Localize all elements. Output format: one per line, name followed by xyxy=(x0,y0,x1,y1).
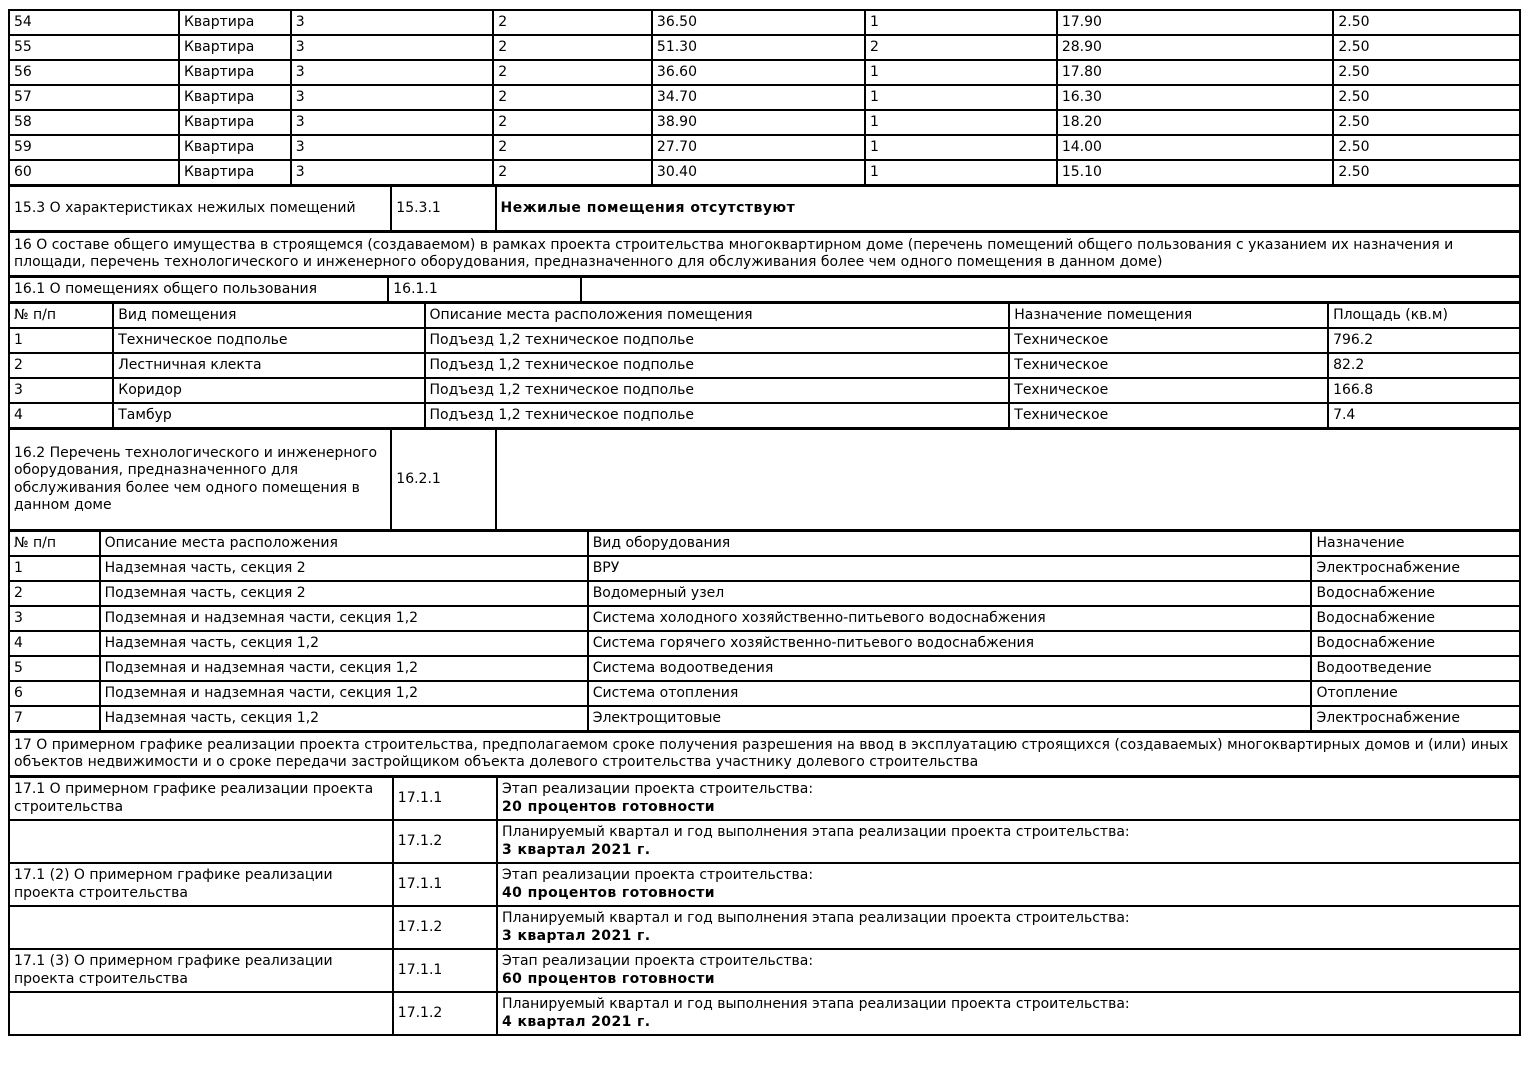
cell-apartment-number: 58 xyxy=(10,111,180,136)
schedule-label xyxy=(10,993,394,1036)
cell-equipment-type: Система отопления xyxy=(589,682,1313,707)
equipment-row xyxy=(10,607,1521,632)
cell-total-area: 38.90 xyxy=(653,111,866,136)
cell-unit-type: Квартира xyxy=(180,11,292,36)
cell-ceiling-height: 2.50 xyxy=(1334,36,1521,61)
cell-num: 2 xyxy=(10,582,101,607)
header-num: № п/п xyxy=(10,532,101,557)
cell-apartment-number: 57 xyxy=(10,86,180,111)
schedule-value-cell xyxy=(498,778,1521,821)
schedule-value-cell xyxy=(498,821,1521,864)
schedule-label xyxy=(10,907,394,950)
schedule-code: 17.1.2 xyxy=(394,993,498,1036)
header-area: Площадь (кв.м) xyxy=(1329,304,1521,329)
cell-apartment-number: 55 xyxy=(10,36,180,61)
cell-num: 3 xyxy=(10,379,114,404)
cell-num: 6 xyxy=(10,682,101,707)
cell-entrance: 2 xyxy=(494,161,653,186)
header-purpose: Назначение xyxy=(1312,532,1521,557)
cell-equipment-type: Система горячего хозяйственно-питьевого водоснабжения xyxy=(589,632,1313,657)
schedule-value-cell xyxy=(498,864,1521,907)
schedule-value: 4 квартал 2021 г. xyxy=(502,1013,651,1030)
schedule-caption: Планируемый квартал и год выполнения этапа реализации проекта строительства: xyxy=(502,910,1130,927)
schedule-code: 17.1.2 xyxy=(394,821,498,864)
cell-area: 796.2 xyxy=(1329,329,1521,354)
cell-living-area: 18.20 xyxy=(1058,111,1335,136)
cell-floor: 3 xyxy=(292,61,494,86)
apartment-row xyxy=(10,86,1521,111)
schedule-row xyxy=(10,950,1521,993)
section-16-1-value xyxy=(582,278,1521,303)
section-16-1-code: 16.1.1 xyxy=(389,278,582,303)
cell-total-area: 51.30 xyxy=(653,36,866,61)
schedule-caption: Планируемый квартал и год выполнения этапа реализации проекта строительства: xyxy=(502,824,1130,841)
cell-num: 1 xyxy=(10,557,101,582)
cell-purpose: Водоотведение xyxy=(1312,657,1521,682)
cell-living-area: 14.00 xyxy=(1058,136,1335,161)
cell-floor: 3 xyxy=(292,86,494,111)
cell-living-area: 17.80 xyxy=(1058,61,1335,86)
common-rooms-table xyxy=(8,301,1521,429)
cell-room-count: 1 xyxy=(866,161,1058,186)
section-row xyxy=(10,430,1521,531)
cell-floor: 3 xyxy=(292,161,494,186)
cell-unit-type: Квартира xyxy=(180,61,292,86)
equipment-row xyxy=(10,582,1521,607)
section-16-title: 16 О составе общего имущества в строящемся (создаваемом) в рамках проекта строительства многоквартирном доме (перечень помещений общего пользования с указанием их назначения и площади, перечень технологического и инженерного оборудования, предназначенного для обслуживания более чем одного помещения в данном доме) xyxy=(10,233,1521,277)
cell-location: Подъезд 1,2 техническое подполье xyxy=(426,404,1011,429)
schedule-label: 17.1 (3) О примерном графике реализации проекта строительства xyxy=(10,950,394,993)
schedule-value: 40 процентов готовности xyxy=(502,884,715,901)
cell-location: Подъезд 1,2 техническое подполье xyxy=(426,329,1011,354)
common-room-row xyxy=(10,404,1521,429)
cell-location: Надземная часть, секция 2 xyxy=(101,557,589,582)
section-row xyxy=(10,187,1521,232)
header-equipment-type: Вид оборудования xyxy=(589,532,1313,557)
cell-purpose: Техническое xyxy=(1010,354,1329,379)
cell-total-area: 30.40 xyxy=(653,161,866,186)
common-room-row xyxy=(10,354,1521,379)
apartments-table xyxy=(8,9,1521,186)
cell-room-count: 1 xyxy=(866,86,1058,111)
section-16-1-row xyxy=(8,275,1521,303)
schedule-value: 3 квартал 2021 г. xyxy=(502,841,651,858)
equipment-row xyxy=(10,707,1521,732)
cell-equipment-type: ВРУ xyxy=(589,557,1313,582)
schedule-value: 60 процентов готовности xyxy=(502,970,715,987)
cell-unit-type: Квартира xyxy=(180,86,292,111)
cell-entrance: 2 xyxy=(494,61,653,86)
equipment-row xyxy=(10,682,1521,707)
section-row xyxy=(10,278,1521,303)
cell-room-count: 2 xyxy=(866,36,1058,61)
apartment-row xyxy=(10,136,1521,161)
section-15-3-code: 15.3.1 xyxy=(392,187,496,232)
cell-floor: 3 xyxy=(292,36,494,61)
cell-living-area: 15.10 xyxy=(1058,161,1335,186)
cell-num: 5 xyxy=(10,657,101,682)
apartment-row xyxy=(10,11,1521,36)
section-16-header xyxy=(8,230,1521,277)
cell-unit-type: Квартира xyxy=(180,36,292,61)
cell-equipment-type: Водомерный узел xyxy=(589,582,1313,607)
header-location: Описание места расположения помещения xyxy=(426,304,1011,329)
schedule-value: 20 процентов готовности xyxy=(502,798,715,815)
schedule-caption: Планируемый квартал и год выполнения этапа реализации проекта строительства: xyxy=(502,996,1130,1013)
cell-ceiling-height: 2.50 xyxy=(1334,161,1521,186)
section-17-title: 17 О примерном графике реализации проекта строительства, предполагаемом сроке получения разрешения на ввод в эксплуатацию строящихся (создаваемых) многоквартирных домов и (или) иных объектов недвижимости и о сроке передачи застройщиком объекта долевого строительства участнику долевого строительства xyxy=(10,733,1521,777)
cell-ceiling-height: 2.50 xyxy=(1334,136,1521,161)
schedule-row xyxy=(10,778,1521,821)
cell-location: Надземная часть, секция 1,2 xyxy=(101,632,589,657)
schedule-value-cell xyxy=(498,907,1521,950)
cell-room-type: Техническое подполье xyxy=(114,329,425,354)
equipment-row xyxy=(10,632,1521,657)
cell-purpose: Техническое xyxy=(1010,379,1329,404)
cell-num: 3 xyxy=(10,607,101,632)
cell-area: 166.8 xyxy=(1329,379,1521,404)
cell-entrance: 2 xyxy=(494,136,653,161)
cell-entrance: 2 xyxy=(494,11,653,36)
schedule-label xyxy=(10,821,394,864)
cell-unit-type: Квартира xyxy=(180,111,292,136)
schedule-code: 17.1.1 xyxy=(394,864,498,907)
apartment-row xyxy=(10,161,1521,186)
schedule-label: 17.1 О примерном графике реализации проекта строительства xyxy=(10,778,394,821)
cell-living-area: 16.30 xyxy=(1058,86,1335,111)
cell-purpose: Электроснабжение xyxy=(1312,557,1521,582)
cell-entrance: 2 xyxy=(494,86,653,111)
cell-location: Подземная часть, секция 2 xyxy=(101,582,589,607)
cell-ceiling-height: 2.50 xyxy=(1334,86,1521,111)
section-16-2-row xyxy=(8,427,1521,531)
cell-room-type: Тамбур xyxy=(114,404,425,429)
cell-equipment-type: Электрощитовые xyxy=(589,707,1313,732)
section-15-3-label: 15.3 О характеристиках нежилых помещений xyxy=(10,187,392,232)
common-room-row xyxy=(10,329,1521,354)
schedule-row xyxy=(10,993,1521,1036)
cell-living-area: 17.90 xyxy=(1058,11,1335,36)
schedule-value-cell xyxy=(498,950,1521,993)
schedule-caption: Этап реализации проекта строительства: xyxy=(502,867,814,884)
cell-apartment-number: 59 xyxy=(10,136,180,161)
header-purpose: Назначение помещения xyxy=(1010,304,1329,329)
cell-entrance: 2 xyxy=(494,36,653,61)
cell-apartment-number: 60 xyxy=(10,161,180,186)
cell-room-count: 1 xyxy=(866,61,1058,86)
cell-location: Надземная часть, секция 1,2 xyxy=(101,707,589,732)
equipment-row xyxy=(10,557,1521,582)
schedule-code: 17.1.1 xyxy=(394,950,498,993)
cell-room-count: 1 xyxy=(866,111,1058,136)
schedule-value-cell xyxy=(498,993,1521,1036)
apartment-row xyxy=(10,36,1521,61)
cell-total-area: 36.60 xyxy=(653,61,866,86)
cell-area: 82.2 xyxy=(1329,354,1521,379)
cell-equipment-type: Система водоотведения xyxy=(589,657,1313,682)
cell-ceiling-height: 2.50 xyxy=(1334,61,1521,86)
cell-equipment-type: Система холодного хозяйственно-питьевого водоснабжения xyxy=(589,607,1313,632)
cell-purpose: Водоснабжение xyxy=(1312,632,1521,657)
cell-ceiling-height: 2.50 xyxy=(1334,11,1521,36)
cell-num: 4 xyxy=(10,404,114,429)
schedule-code: 17.1.1 xyxy=(394,778,498,821)
cell-room-type: Коридор xyxy=(114,379,425,404)
section-16-2-label: 16.2 Перечень технологического и инженерного оборудования, предназначенного для обслуживания более чем одного помещения в данном доме xyxy=(10,430,392,531)
section-15-3-row xyxy=(8,184,1521,232)
schedule-value: 3 квартал 2021 г. xyxy=(502,927,651,944)
cell-total-area: 36.50 xyxy=(653,11,866,36)
schedule-row xyxy=(10,907,1521,950)
cell-apartment-number: 56 xyxy=(10,61,180,86)
cell-total-area: 34.70 xyxy=(653,86,866,111)
header-room-type: Вид помещения xyxy=(114,304,425,329)
cell-num: 4 xyxy=(10,632,101,657)
section-15-3-value: Нежилые помещения отсутствуют xyxy=(497,187,1521,232)
cell-unit-type: Квартира xyxy=(180,136,292,161)
common-rooms-header-row xyxy=(10,304,1521,329)
equipment-row xyxy=(10,657,1521,682)
cell-purpose: Водоснабжение xyxy=(1312,582,1521,607)
schedule-caption: Этап реализации проекта строительства: xyxy=(502,781,814,798)
cell-purpose: Техническое xyxy=(1010,404,1329,429)
cell-location: Подъезд 1,2 техническое подполье xyxy=(426,354,1011,379)
cell-location: Подземная и надземная части, секция 1,2 xyxy=(101,607,589,632)
cell-room-count: 1 xyxy=(866,136,1058,161)
cell-num: 2 xyxy=(10,354,114,379)
section-16-1-label: 16.1 О помещениях общего пользования xyxy=(10,278,389,303)
section-row xyxy=(10,233,1521,277)
schedule-code: 17.1.2 xyxy=(394,907,498,950)
cell-purpose: Водоснабжение xyxy=(1312,607,1521,632)
cell-num: 7 xyxy=(10,707,101,732)
schedule-table xyxy=(8,775,1521,1036)
cell-apartment-number: 54 xyxy=(10,11,180,36)
cell-num: 1 xyxy=(10,329,114,354)
cell-room-type: Лестничная клекта xyxy=(114,354,425,379)
cell-location: Подземная и надземная части, секция 1,2 xyxy=(101,682,589,707)
cell-floor: 3 xyxy=(292,11,494,36)
cell-unit-type: Квартира xyxy=(180,161,292,186)
cell-total-area: 27.70 xyxy=(653,136,866,161)
section-17-header xyxy=(8,730,1521,777)
cell-purpose: Отопление xyxy=(1312,682,1521,707)
cell-floor: 3 xyxy=(292,136,494,161)
header-location: Описание места расположения xyxy=(101,532,589,557)
cell-purpose: Электроснабжение xyxy=(1312,707,1521,732)
schedule-row xyxy=(10,864,1521,907)
equipment-header-row xyxy=(10,532,1521,557)
apartment-row xyxy=(10,111,1521,136)
schedule-caption: Этап реализации проекта строительства: xyxy=(502,953,814,970)
cell-ceiling-height: 2.50 xyxy=(1334,111,1521,136)
section-16-2-value xyxy=(497,430,1521,531)
apartment-row xyxy=(10,61,1521,86)
cell-room-count: 1 xyxy=(866,11,1058,36)
cell-location: Подъезд 1,2 техническое подполье xyxy=(426,379,1011,404)
schedule-row xyxy=(10,821,1521,864)
equipment-table xyxy=(8,529,1521,732)
cell-entrance: 2 xyxy=(494,111,653,136)
cell-floor: 3 xyxy=(292,111,494,136)
cell-living-area: 28.90 xyxy=(1058,36,1335,61)
header-num: № п/п xyxy=(10,304,114,329)
section-16-2-code: 16.2.1 xyxy=(392,430,496,531)
common-room-row xyxy=(10,379,1521,404)
cell-purpose: Техническое xyxy=(1010,329,1329,354)
section-row xyxy=(10,733,1521,777)
schedule-label: 17.1 (2) О примерном графике реализации проекта строительства xyxy=(10,864,394,907)
cell-area: 7.4 xyxy=(1329,404,1521,429)
cell-location: Подземная и надземная части, секция 1,2 xyxy=(101,657,589,682)
